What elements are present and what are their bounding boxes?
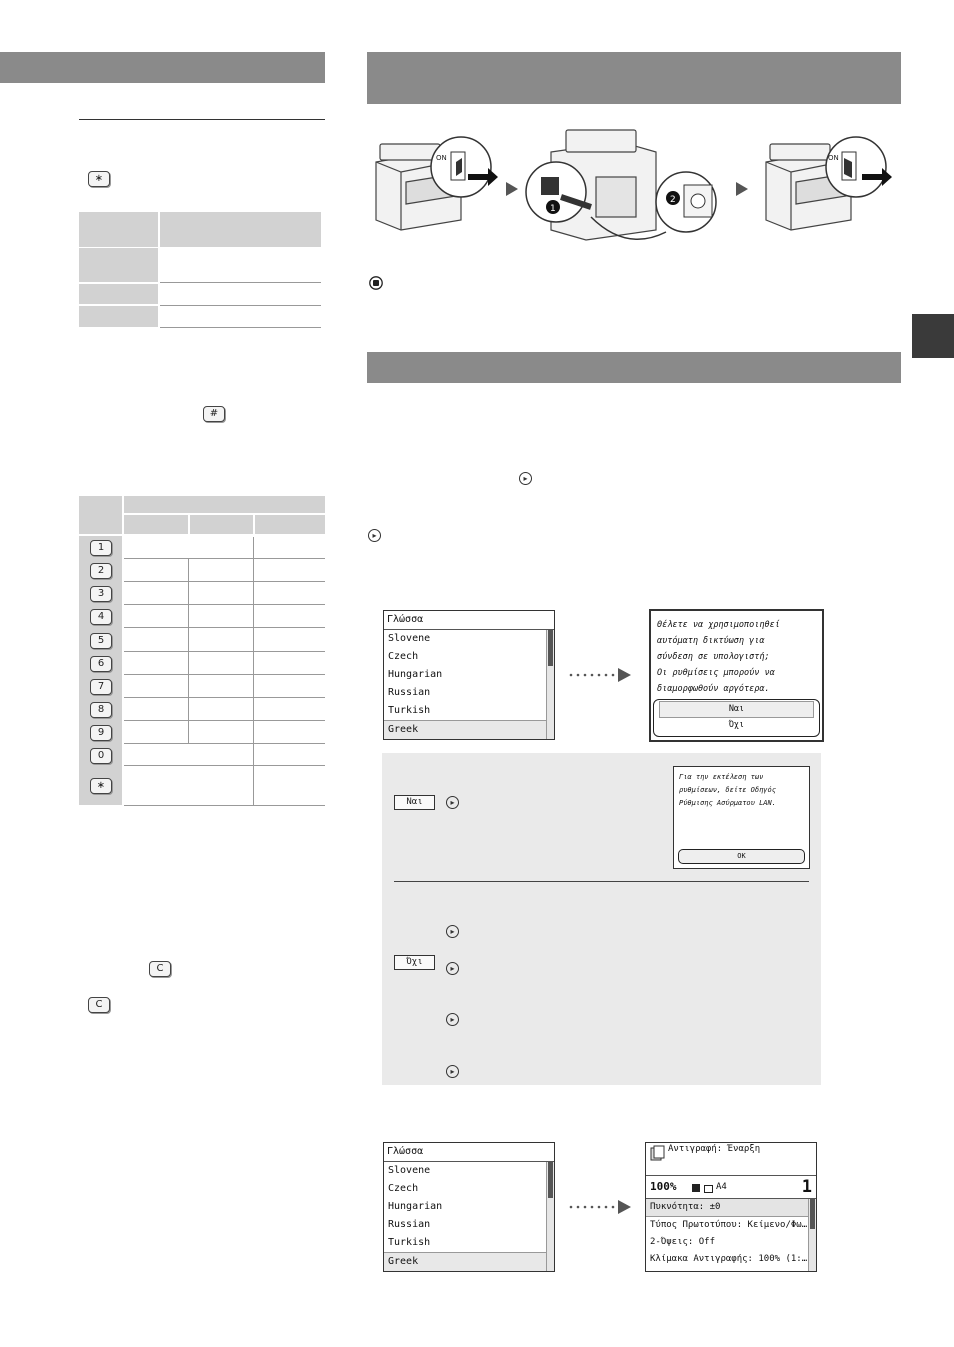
hash-key-icon: #: [203, 406, 225, 422]
language-screen: [383, 610, 555, 740]
key-table-subheader: [190, 515, 253, 534]
chapter-tab: [912, 314, 954, 358]
number-key-icon: 1: [90, 540, 112, 556]
copy-title-bar: [646, 1143, 816, 1176]
table-rule: [124, 697, 325, 698]
table-rule: [124, 627, 325, 628]
key-table-subheader: [255, 515, 325, 534]
power-on-illustration: [366, 122, 906, 254]
copy-icon: [649, 1145, 665, 1161]
table-row-label: [79, 248, 158, 282]
table-rule: [124, 743, 325, 744]
zoom-value: 100%: [650, 1180, 677, 1193]
key-table-corner: [79, 496, 122, 534]
language-item[interactable]: Turkish: [388, 1237, 431, 1248]
caution-hand-icon: [369, 276, 383, 290]
table-rule: [124, 674, 325, 675]
number-key-icon: 6: [90, 656, 112, 672]
language-item[interactable]: Hungarian: [388, 669, 443, 680]
language-list: [384, 630, 554, 739]
star-key-icon: ∗: [88, 171, 110, 187]
reference-arrow-icon: ▸: [368, 529, 381, 542]
no-option[interactable]: Όχι: [728, 720, 745, 730]
copy-count: 1: [801, 1177, 812, 1197]
guide-line: ρυθμίσεων, δείτε Οδηγός: [679, 786, 776, 794]
network-prompt-screen: [649, 609, 824, 742]
table-rule: [124, 604, 325, 605]
language-item[interactable]: Greek: [384, 1252, 554, 1271]
reference-arrow-icon: ▸: [446, 962, 459, 975]
tray-icon: [704, 1185, 713, 1193]
yes-button-label: Ναι: [394, 795, 435, 810]
key-table-subheader: [124, 515, 188, 534]
table-column-rule: [253, 537, 254, 805]
yes-option[interactable]: Ναι: [659, 701, 814, 718]
number-key-icon: 8: [90, 702, 112, 718]
language-item[interactable]: Greek: [384, 720, 554, 739]
table-rule: [124, 651, 325, 652]
language-screen-2: [383, 1142, 555, 1272]
reference-arrow-icon: ▸: [446, 796, 459, 809]
prompt-line: Οι ρυθμίσεις μπορούν να: [657, 668, 775, 678]
scrollbar[interactable]: [546, 630, 554, 739]
section-header-bar-left: [0, 52, 325, 83]
reference-arrow-icon: ▸: [446, 1013, 459, 1026]
table-row-label: [79, 284, 158, 304]
language-item[interactable]: Czech: [388, 651, 419, 662]
language-item[interactable]: Russian: [388, 687, 431, 698]
prompt-line: διαμορφωθούν αργότερα.: [657, 684, 770, 694]
reference-arrow-icon: ▸: [519, 472, 532, 485]
copy-screen: [645, 1142, 817, 1272]
table-header-right: [160, 212, 321, 247]
lan-guide-text: [674, 767, 809, 810]
table-rule: [124, 805, 325, 806]
section-header-bar-language: [367, 352, 901, 383]
language-item[interactable]: Russian: [388, 1219, 431, 1230]
prompt-text: [651, 611, 822, 697]
clear-key-icon: C: [88, 997, 110, 1013]
svg-text:ON: ON: [436, 154, 447, 162]
panel-divider: [394, 881, 809, 882]
clear-key-icon: C: [149, 961, 171, 977]
key-table-header: [124, 496, 325, 513]
number-key-icon: 3: [90, 586, 112, 602]
section-header-bar-power: [367, 52, 901, 104]
guide-line: Ρύθμισης Ασύρματου LAN.: [679, 799, 776, 807]
number-key-icon: 2: [90, 563, 112, 579]
prompt-line: Θέλετε να χρησιμοποιηθεί: [657, 620, 780, 630]
language-item[interactable]: Hungarian: [388, 1201, 443, 1212]
table-column-rule: [188, 559, 189, 743]
table-rule: [124, 720, 325, 721]
next-arrow-icon: [506, 182, 518, 196]
screen-title: Γλώσσα: [384, 611, 554, 630]
number-key-icon: 5: [90, 633, 112, 649]
copy-setting-item[interactable]: Πυκνότητα: ±0: [646, 1199, 816, 1217]
copy-setting-item[interactable]: Κλίμακα Αντιγραφής: 100% (1:…: [650, 1254, 808, 1264]
prompt-line: αυτόματη δικτύωση για: [657, 636, 765, 646]
screen-title: Γλώσσα: [384, 1143, 554, 1162]
svg-text:2: 2: [670, 195, 676, 205]
number-key-icon: 0: [90, 748, 112, 764]
divider: [79, 119, 325, 120]
language-item[interactable]: Turkish: [388, 705, 431, 716]
reference-arrow-icon: ▸: [446, 925, 459, 938]
table-rule: [160, 305, 321, 306]
language-item[interactable]: Slovene: [388, 633, 431, 644]
table-rule: [124, 581, 325, 582]
table-row-label: [79, 306, 158, 327]
scrollbar[interactable]: [546, 1162, 554, 1271]
table-rule: [160, 282, 321, 283]
copy-status-row: [646, 1176, 816, 1199]
copy-setting-item[interactable]: Τύπος Πρωτοτύπου: Κείμενο/Φω…: [650, 1220, 808, 1230]
ok-button[interactable]: OK: [678, 849, 805, 864]
copy-setting-item[interactable]: 2-Όψεις: Off: [650, 1237, 716, 1247]
paper-size: A4: [716, 1182, 727, 1192]
language-list: [384, 1162, 554, 1271]
copy-settings-list: [646, 1199, 816, 1268]
table-rule: [124, 558, 325, 559]
guide-line: Για την εκτέλεση των: [679, 773, 764, 781]
svg-text:ON: ON: [828, 154, 839, 162]
no-button-label: Όχι: [394, 955, 435, 970]
scrollbar[interactable]: [808, 1199, 816, 1271]
lan-guide-screen: [673, 766, 810, 869]
number-key-icon: 4: [90, 609, 112, 625]
number-key-icon: ∗: [90, 778, 112, 794]
table-header-left: [79, 212, 158, 247]
number-key-icon: 9: [90, 725, 112, 741]
table-rule: [160, 327, 321, 328]
copy-title: Αντιγραφή: Έναρξη: [668, 1144, 761, 1154]
svg-text:1: 1: [550, 204, 556, 214]
reference-arrow-icon: ▸: [446, 1065, 459, 1078]
dotted-arrow-icon: [568, 1199, 632, 1215]
prompt-line: σύνδεση σε υπολογιστή;: [657, 652, 770, 662]
language-item[interactable]: Slovene: [388, 1165, 431, 1176]
dotted-arrow-icon: [568, 667, 632, 683]
table-rule: [124, 765, 325, 766]
number-key-icon: 7: [90, 679, 112, 695]
language-item[interactable]: Czech: [388, 1183, 419, 1194]
paper-icon: [692, 1184, 700, 1192]
